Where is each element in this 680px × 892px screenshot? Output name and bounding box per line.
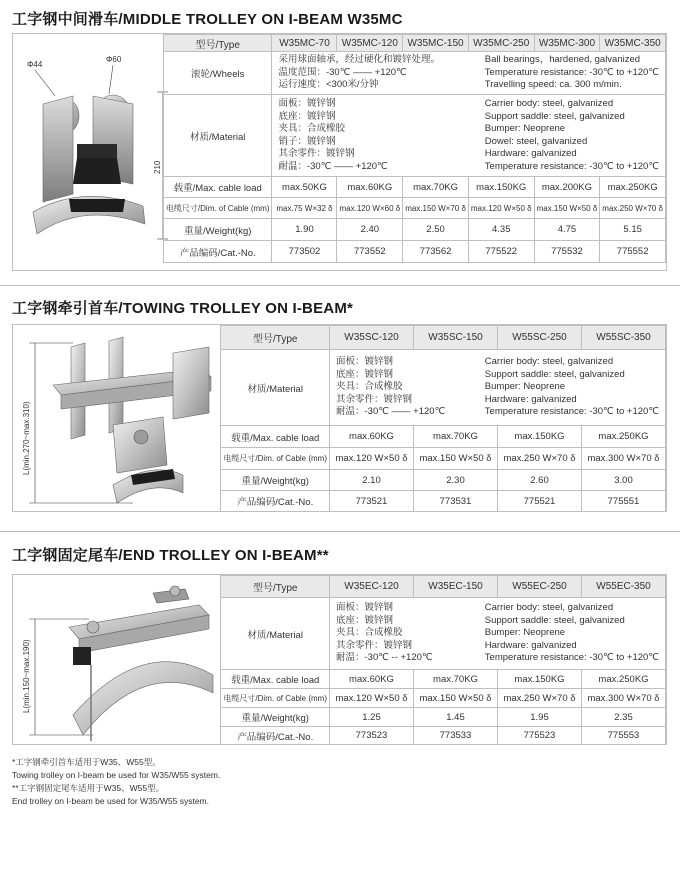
material-label: 材质/Material [163, 95, 272, 177]
footnote: Towing trolley on I-beam be used for W35/W55 system. [12, 770, 221, 780]
dim-cell: max.150 W×50 δ [414, 689, 498, 708]
model-cell: W55EC-350 [582, 576, 666, 598]
material-en-line: Temperature resistance: -30℃ to +120℃ [484, 406, 659, 418]
cat-cell: 775532 [534, 241, 600, 263]
weight-label: 重量/Weight(kg) [163, 219, 272, 241]
weight-cell: 2.40 [337, 219, 403, 241]
load-cell: max.70KG [403, 177, 469, 198]
section-title-middle-trolley: 工字钢中间滑车/MIDDLE TROLLEY ON I-BEAM W35MC [12, 11, 403, 28]
material-cn-line: 耐温：-30℃ —— +120℃ [278, 160, 388, 172]
weight-cell: 1.90 [272, 219, 337, 241]
cat-cell: 773521 [330, 491, 414, 512]
model-cell: W35MC-120 [337, 35, 403, 52]
weight-cell: 2.50 [403, 219, 469, 241]
towing-trolley-spec-table [220, 325, 666, 512]
model-cell: W35MC-250 [468, 35, 534, 52]
dim-l-towing: L(min.270~max.310) [22, 401, 31, 475]
wheels-cn-line: 温度范围：-30℃ —— +120℃ [278, 66, 407, 78]
weight-cell: 1.45 [414, 708, 498, 727]
footnotes [12, 756, 220, 808]
weight-cell: 1.95 [498, 708, 582, 727]
wheels-desc [272, 52, 665, 94]
material-en-line: Bumper: Neoprene [484, 627, 566, 639]
weight-label: 重量/Weight(kg) [221, 708, 330, 727]
material-cn-line: 销子：镀锌钢 [278, 135, 336, 147]
dim-210: 210 [153, 160, 162, 174]
load-cell: max.60KG [330, 426, 414, 448]
material-cn-line: 夹具：合成橡胶 [278, 123, 345, 134]
load-cell: max.200KG [534, 177, 600, 198]
material-cn-line: 其余零件：镀锌钢 [336, 639, 413, 651]
dim-cell: max.150 W×50 δ [534, 198, 600, 219]
load-cell: max.250KG [582, 670, 666, 689]
load-cell: max.60KG [330, 670, 414, 689]
material-cn-line: 其余零件：镀锌钢 [278, 148, 355, 159]
dim-label: 电缆尺寸/Dim. of Cable (mm) [221, 689, 330, 708]
weight-cell: 4.75 [534, 219, 600, 241]
weight-cell: 2.60 [498, 470, 582, 491]
material-en-line: Hardware: galvanized [484, 639, 577, 651]
load-label: 载重/Max. cable load [163, 177, 272, 198]
section-towing-trolley [12, 324, 667, 512]
load-cell: max.250KG [582, 426, 666, 448]
weight-cell: 5.15 [600, 219, 666, 241]
load-cell: max.50KG [272, 177, 337, 198]
weight-cell: 2.10 [330, 470, 414, 491]
footnote: End trolley on I-beam be used for W35/W55 system. [12, 796, 210, 806]
model-cell: W55EC-250 [498, 576, 582, 598]
footnote: *工字钢牵引首车适用于W35、W55型。 [12, 757, 161, 767]
material-cn-line: 面板：镀锌钢 [278, 98, 336, 109]
dim-cell: max.120 W×50 δ [330, 689, 414, 708]
cat-cell: 773531 [414, 491, 498, 512]
material-en-line: Carrier body: steel, galvanized [484, 602, 614, 614]
material-en-line: Hardware: galvanized [484, 148, 577, 159]
weight-cell: 3.00 [582, 470, 666, 491]
weight-cell: 2.35 [582, 708, 666, 727]
cat-cell: 773502 [272, 241, 337, 263]
middle-trolley-drawing [13, 34, 171, 270]
model-cell: W35SC-150 [414, 326, 498, 350]
material-en-line: Support saddle: steel, galvanized [484, 368, 625, 380]
dim-cell: max.300 W×70 δ [582, 689, 666, 708]
dim-label: 电缆尺寸/Dim. of Cable (mm) [221, 448, 330, 470]
cat-label: 产品编码/Cat.-No. [163, 241, 272, 263]
dim-cell: max.120 W×60 δ [337, 198, 403, 219]
dim-cell: max.250 W×70 δ [498, 689, 582, 708]
model-cell: W35MC-70 [272, 35, 337, 52]
weight-cell: 4.35 [468, 219, 534, 241]
material-cn-line: 面板：镀锌钢 [336, 602, 394, 614]
wheels-en-line: Travelling speed: ca. 300 m/min. [484, 79, 622, 91]
divider [0, 285, 680, 286]
cat-cell: 775551 [582, 491, 666, 512]
wheels-cn-line: 采用球面轴承，经过硬化和镀锌处理。 [278, 54, 440, 66]
end-trolley-spec-table [220, 575, 666, 745]
cat-cell: 773523 [330, 727, 414, 745]
material-en-line: Hardware: galvanized [484, 393, 577, 405]
weight-label: 重量/Weight(kg) [221, 470, 330, 491]
cat-label: 产品编码/Cat.-No. [221, 727, 330, 745]
material-desc [330, 354, 665, 421]
material-label: 材质/Material [221, 350, 330, 426]
towing-trolley-drawing [13, 325, 227, 511]
material-en-line: Support saddle: steel, galvanized [484, 614, 625, 626]
middle-trolley-spec-table [163, 34, 666, 263]
divider [0, 531, 680, 532]
material-en-line: Temperature resistance: -30℃ to +120℃ [484, 160, 659, 172]
material-cn-line: 面板：镀锌钢 [336, 356, 394, 368]
dim-cell: max.250 W×70 δ [498, 448, 582, 470]
load-cell: max.150KG [498, 670, 582, 689]
type-label: 型号/Type [221, 576, 330, 598]
dim-cell: max.300 W×70 δ [582, 448, 666, 470]
material-cn-line: 夹具：合成橡胶 [336, 627, 403, 639]
material-en-line: Carrier body: steel, galvanized [484, 98, 614, 109]
material-en-line: Bumper: Neoprene [484, 381, 566, 393]
dim-label: 电缆尺寸/Dim. of Cable (mm) [163, 198, 272, 219]
load-cell: max.150KG [498, 426, 582, 448]
material-en-line: Bumper: Neoprene [484, 123, 566, 134]
material-en-line: Carrier body: steel, galvanized [484, 356, 614, 368]
dim-cell: max.120 W×50 δ [330, 448, 414, 470]
footnote: **工字钢固定尾车适用于W35、W55型。 [12, 783, 165, 793]
material-cn-line: 耐温：-30℃ —— +120℃ [336, 406, 446, 418]
cat-cell: 773552 [337, 241, 403, 263]
weight-cell: 2.30 [414, 470, 498, 491]
model-cell: W35EC-150 [414, 576, 498, 598]
wheels-label: 滚轮/Wheels [163, 52, 272, 95]
section-end-trolley [12, 574, 667, 745]
dim-cell: max.150 W×50 δ [414, 448, 498, 470]
load-cell: max.250KG [600, 177, 666, 198]
material-cn-line: 其余零件：镀锌钢 [336, 393, 413, 405]
dim-l-end: L(min.150~max.190) [22, 639, 31, 713]
dim-d44: Φ44 [27, 60, 43, 69]
cat-cell: 775552 [600, 241, 666, 263]
model-cell: W55SC-250 [498, 326, 582, 350]
model-cell: W35SC-120 [330, 326, 414, 350]
wheels-en-line: Ball bearings，hardened, galvanized [484, 54, 641, 66]
section-middle-trolley [12, 33, 667, 271]
type-label: 型号/Type [221, 326, 330, 350]
material-en-line: Support saddle: steel, galvanized [484, 110, 625, 122]
model-cell: W55SC-350 [582, 326, 666, 350]
material-cn-line: 底座：镀锌钢 [278, 110, 336, 122]
dim-cell: max.75 W×32 δ [272, 198, 337, 219]
cat-cell: 775553 [582, 727, 666, 745]
end-trolley-drawing [13, 575, 227, 744]
material-en-line: Dowel: steel, galvanized [484, 135, 588, 147]
section-title-towing-trolley: 工字钢牵引首车/TOWING TROLLEY ON I-BEAM* [12, 300, 354, 317]
load-cell: max.150KG [468, 177, 534, 198]
model-cell: W35EC-120 [330, 576, 414, 598]
load-label: 载重/Max. cable load [221, 670, 330, 689]
wheels-en-line: Temperature resistance: -30℃ to +120℃ [484, 66, 659, 78]
material-desc [272, 96, 665, 175]
cat-cell: 775521 [498, 491, 582, 512]
wheels-cn-line: 运行速度：<300米/分钟 [278, 79, 379, 91]
cat-cell: 773533 [414, 727, 498, 745]
material-desc [330, 600, 665, 667]
cat-cell: 773562 [403, 241, 469, 263]
material-cn-line: 底座：镀锌钢 [336, 614, 394, 626]
material-cn-line: 夹具：合成橡胶 [336, 381, 403, 393]
material-cn-line: 底座：镀锌钢 [336, 368, 394, 380]
load-label: 载重/Max. cable load [221, 426, 330, 448]
model-cell: W35MC-350 [600, 35, 666, 52]
load-cell: max.60KG [337, 177, 403, 198]
model-cell: W35MC-300 [534, 35, 600, 52]
dim-d60: Φ60 [106, 55, 122, 64]
material-label: 材质/Material [221, 598, 330, 670]
section-title-end-trolley: 工字钢固定尾车/END TROLLEY ON I-BEAM** [12, 547, 329, 564]
material-cn-line: 耐温：-30℃ -- +120℃ [336, 652, 433, 664]
model-cell: W35MC-150 [403, 35, 469, 52]
weight-cell: 1.25 [330, 708, 414, 727]
load-cell: max.70KG [414, 426, 498, 448]
material-en-line: Temperature resistance: -30℃ to +120℃ [484, 652, 659, 664]
dim-cell: max.250 W×70 δ [600, 198, 666, 219]
dim-cell: max.120 W×50 δ [468, 198, 534, 219]
cat-label: 产品编码/Cat.-No. [221, 491, 330, 512]
dim-cell: max.150 W×70 δ [403, 198, 469, 219]
type-label: 型号/Type [163, 35, 272, 52]
cat-cell: 775522 [468, 241, 534, 263]
load-cell: max.70KG [414, 670, 498, 689]
cat-cell: 775523 [498, 727, 582, 745]
